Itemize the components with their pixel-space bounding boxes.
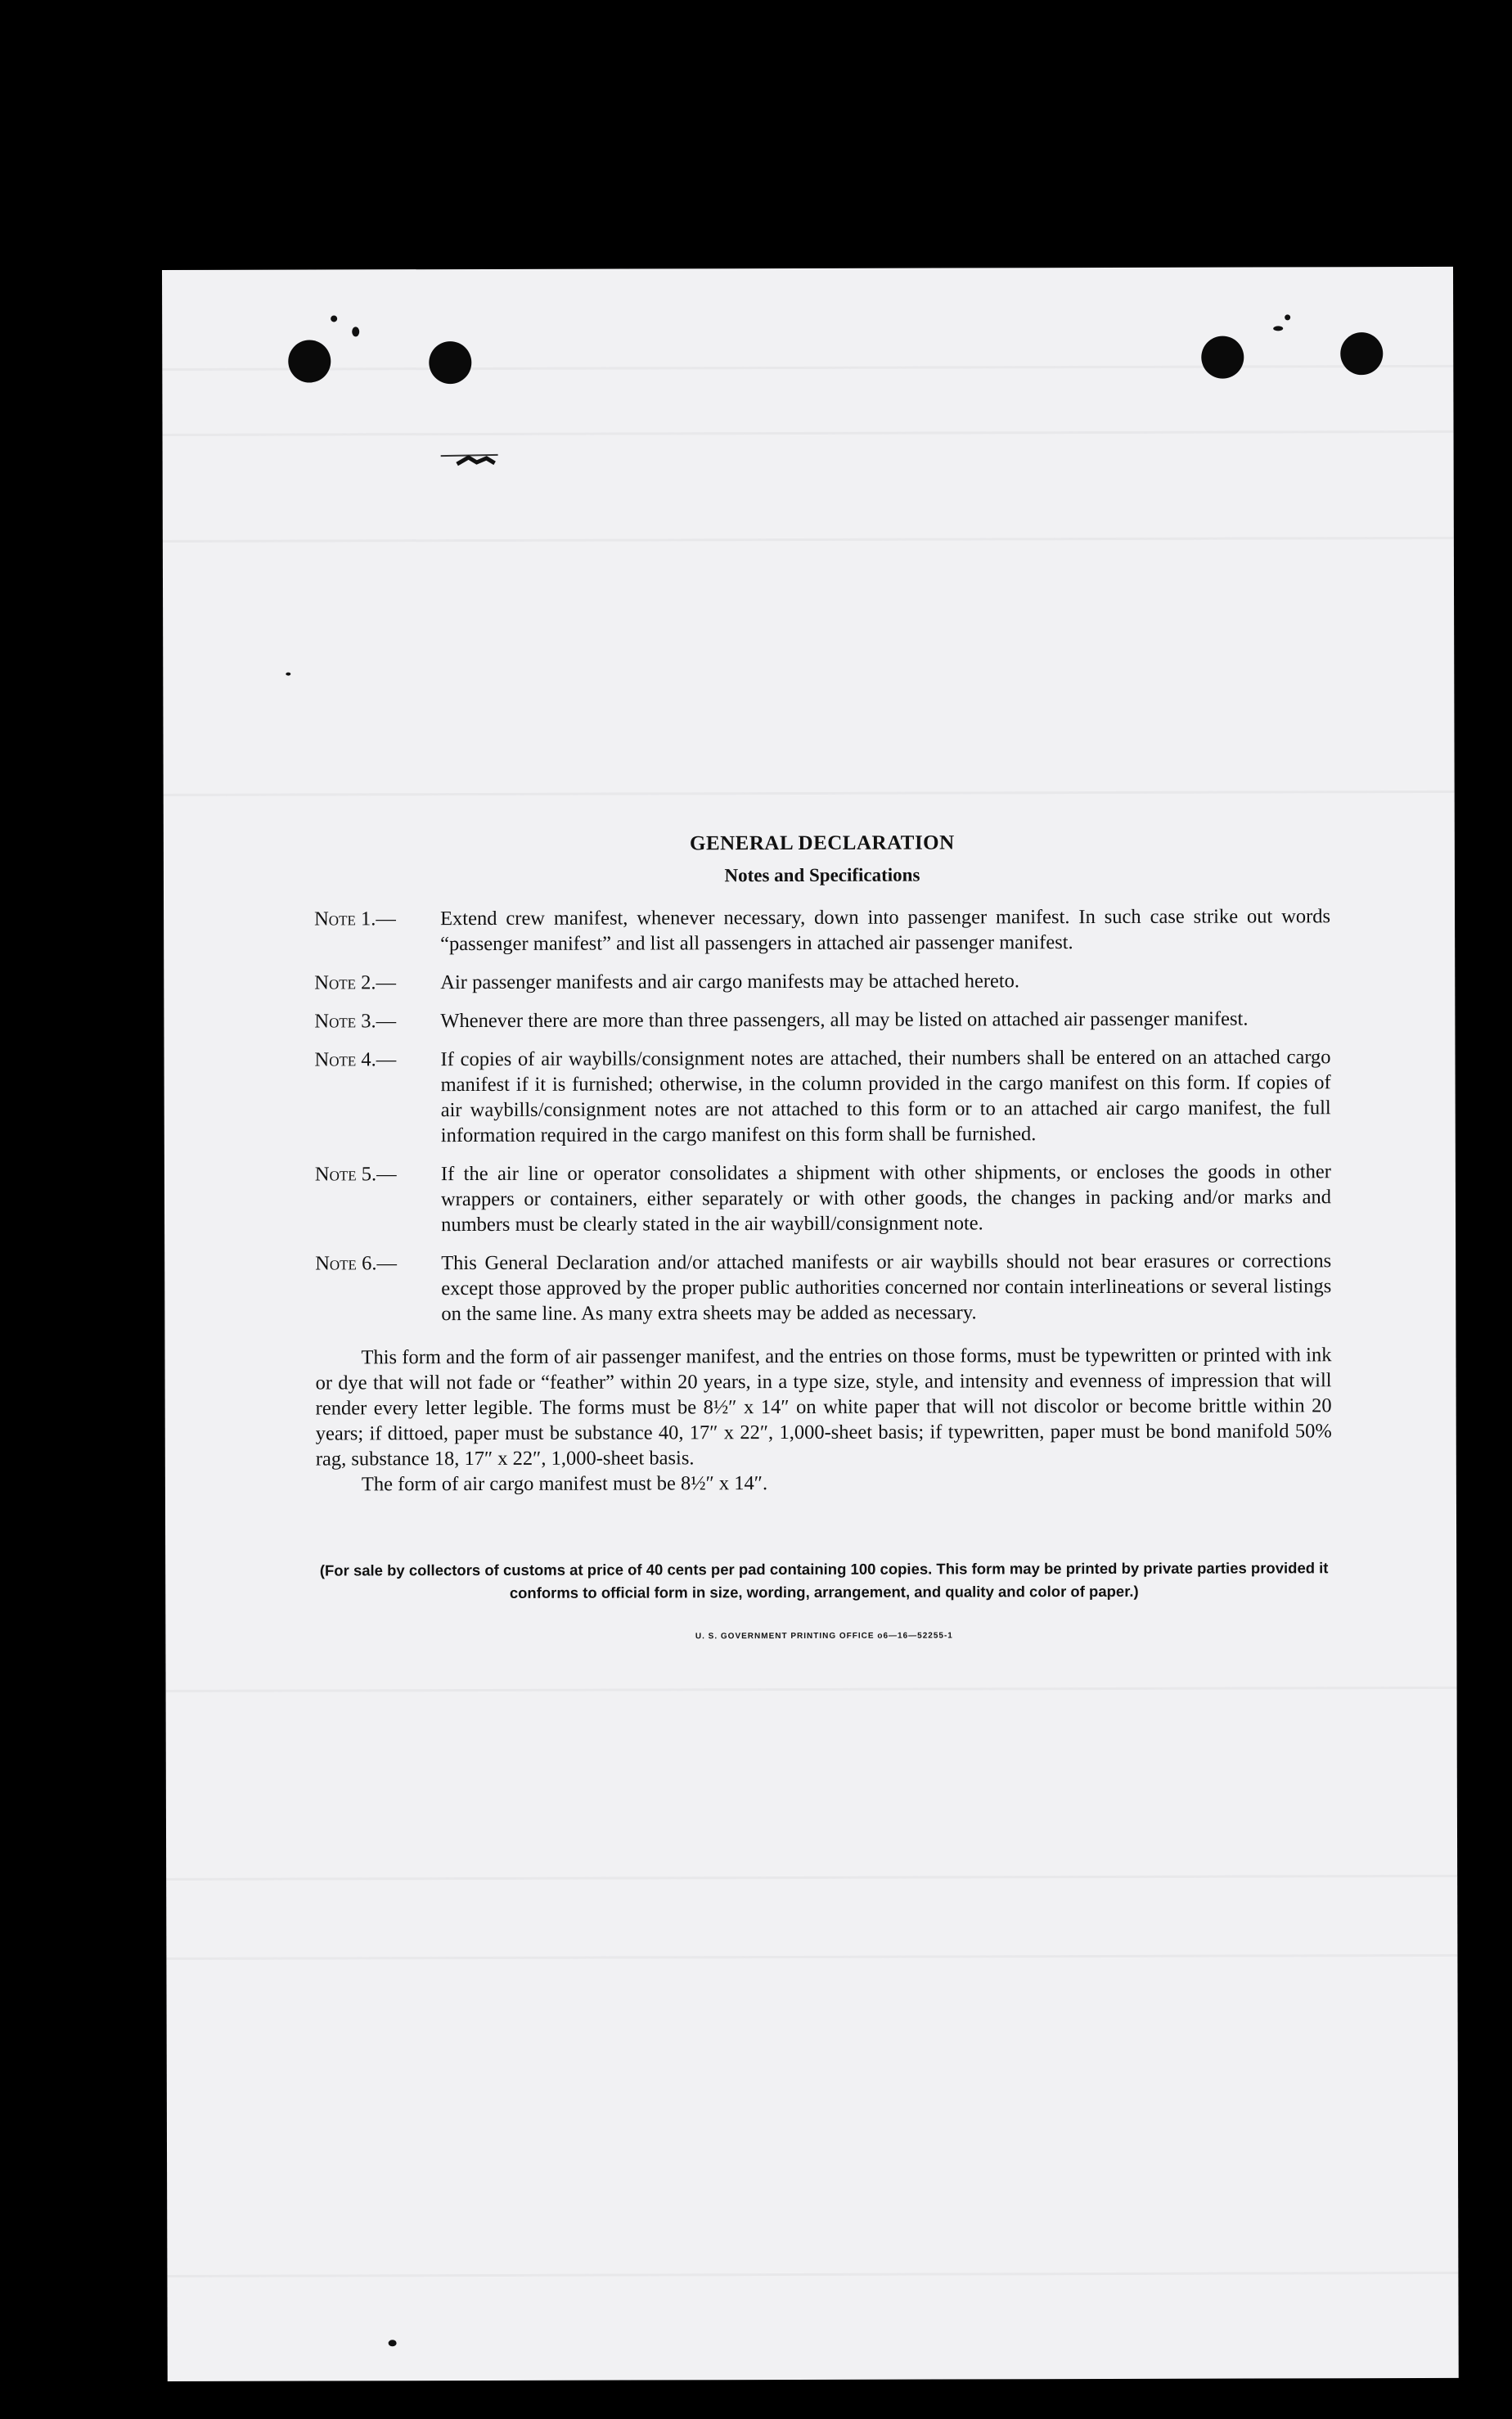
ink-smudge-icon xyxy=(441,453,505,467)
printer-imprint: U. S. GOVERNMENT PRINTING OFFICE o6—16—52255-1 xyxy=(695,1631,953,1642)
specification-paragraph: This form and the form of air passenger manifest, and the entries on those forms, must be typewritten or printed with ink or dye that will not fade or “feather” within 20 years, in a type size, style, and intensity and evenness of impression that will render every letter legible. The forms must be 8½″ x 14″ on white paper that will not discolor or become brittle within 20 years; if dittoed, paper must be substance 40, 17″ x 22″, 1,000-sheet basis; if typewritten, paper must be bond manifold 50% rag, substance 18, 17″ x 22″, 1,000-sheet basis. xyxy=(315,1344,1332,1471)
note-number: 3.— xyxy=(361,1010,397,1033)
note-number: 6.— xyxy=(362,1252,397,1275)
bleed-through-line xyxy=(166,1875,1457,1881)
note-label xyxy=(315,1161,397,1187)
note-label-word: Note xyxy=(314,908,356,930)
note-number: 2.— xyxy=(361,971,397,994)
note-item xyxy=(314,903,1330,957)
note-label xyxy=(315,1250,397,1276)
bleed-through-line xyxy=(162,365,1453,371)
note-label-word: Note xyxy=(315,1252,357,1275)
note-label xyxy=(314,1047,396,1072)
punch-hole-icon xyxy=(288,340,331,382)
cargo-manifest-size: The form of air cargo manifest must be 8½″ x 14″. xyxy=(361,1472,768,1496)
note-number: 4.— xyxy=(361,1048,397,1071)
note-text: If copies of air waybills/consignment notes are attached, their numbers shall be entered on an attached cargo manifest if it is furnished; otherwise, in the column provided in the cargo manifest on this form. If copies of air waybills/consignment notes are not attached to this form or to an attached air cargo manifest, the full information required in the cargo manifest on this form shall be furnished. xyxy=(440,1046,1331,1147)
ink-speck-icon xyxy=(1273,326,1283,331)
bleed-through-line xyxy=(163,537,1454,543)
note-item xyxy=(314,1006,1330,1034)
note-label-word: Note xyxy=(314,1010,357,1033)
punch-hole-icon xyxy=(1201,336,1244,379)
bleed-through-line xyxy=(167,2272,1458,2277)
note-label xyxy=(314,906,396,931)
note-item xyxy=(314,967,1330,995)
note-item xyxy=(315,1159,1331,1237)
bleed-through-line xyxy=(166,1954,1457,1960)
ink-speck-icon xyxy=(286,673,290,676)
note-number: 5.— xyxy=(361,1163,397,1186)
bleed-through-line xyxy=(166,1687,1457,1692)
sale-notice: (For sale by collectors of customs at price of 40 cents per pad containing 100 copies. This form may be printed by private parties provided it conforms to official form in size, wording, arrangement, and quality and color of paper.) xyxy=(319,1559,1329,1601)
note-label xyxy=(314,1008,396,1034)
note-item xyxy=(315,1248,1331,1327)
document-page xyxy=(162,267,1459,2381)
ink-speck-icon xyxy=(352,327,359,336)
notes-list xyxy=(314,903,1331,1327)
ink-speck-icon xyxy=(389,2340,397,2346)
bleed-through-line xyxy=(164,791,1455,796)
note-text: Extend crew manifest, whenever necessary, down into passenger manifest. In such case strike out words “passenger manifest” and list all passengers in attached air passenger manifest. xyxy=(440,905,1331,956)
note-text: Air passenger manifests and air cargo manifests may be attached hereto. xyxy=(440,970,1020,994)
ink-speck-icon xyxy=(1285,314,1290,320)
note-label-word: Note xyxy=(314,1048,357,1071)
page-title: GENERAL DECLARATION xyxy=(689,831,955,855)
bleed-through-line xyxy=(163,430,1454,436)
note-number: 1.— xyxy=(360,908,396,930)
note-item xyxy=(314,1044,1330,1148)
note-text: Whenever there are more than three passengers, all may be listed on attached air passenger manifest. xyxy=(440,1007,1249,1033)
punch-hole-icon xyxy=(1340,332,1383,375)
note-text: This General Declaration and/or attached manifests or air waybills should not bear erasures or corrections except those approved by the proper public authorities concerned nor contain interlineations or several listings on the same line. As many extra sheets may be added as necessary. xyxy=(441,1250,1332,1326)
punch-hole-icon xyxy=(429,341,471,384)
page-subtitle: Notes and Specifications xyxy=(724,864,920,886)
note-text: If the air line or operator consolidates a shipment with other shipments, or encloses the goods in other wrappers or containers, either separately or with other goods, the changes in packing and/or marks and numbers must be clearly stated in the air waybill/consignment note. xyxy=(440,1160,1332,1237)
note-label-word: Note xyxy=(314,1163,357,1186)
note-label-word: Note xyxy=(314,971,357,994)
notes-section xyxy=(314,830,1333,1642)
note-label xyxy=(314,970,396,995)
ink-speck-icon xyxy=(331,315,337,322)
